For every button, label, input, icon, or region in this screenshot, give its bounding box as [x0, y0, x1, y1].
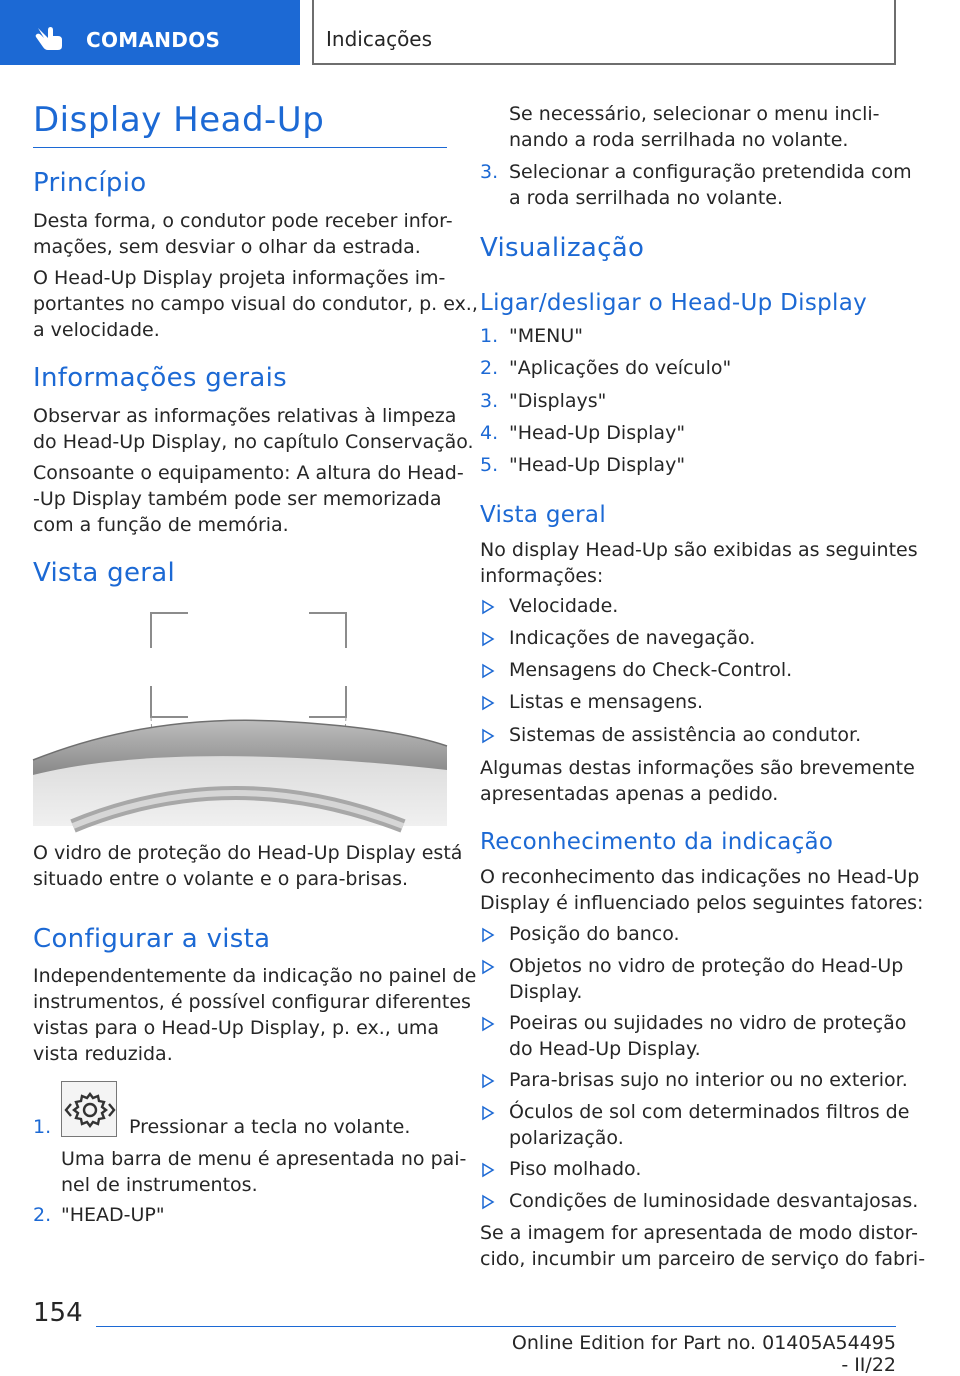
edition-text: Online Edition for Part no. 01405A54495 - II/22	[511, 1332, 896, 1376]
bullet-triangle-icon	[482, 632, 494, 646]
step-detail: Uma barra de menu é apresentada no pai- nel de instrumentos.	[61, 1148, 467, 1196]
list-item: Poeiras ou sujidades no vidro de proteção do Head-Up Display.	[509, 1012, 907, 1060]
step-text: Pressionar a tecla no volante.	[129, 1116, 411, 1138]
bullet-triangle-icon	[482, 1074, 494, 1088]
page-title: Display Head-Up	[33, 100, 325, 140]
step-text: "HEAD-UP"	[61, 1204, 165, 1226]
step-number: 3.	[480, 390, 499, 412]
paragraph: O reconhecimento das indicações no Head-Up Display é influenciado pelos seguintes fatores:	[480, 866, 924, 914]
step-continuation: Se necessário, selecionar o menu incli- nando a roda serrilhada no volante.	[509, 103, 880, 151]
heading-reconhecimento: Reconhecimento da indicação	[480, 829, 834, 855]
paragraph: Algumas destas informações são brevemente apresentadas apenas a pedido.	[480, 757, 915, 805]
list-item: Indicações de navegação.	[509, 627, 756, 649]
gear-button-icon	[61, 1081, 117, 1137]
bullet-triangle-icon	[482, 928, 494, 942]
list-item: Condições de luminosidade desvantajosas.	[509, 1190, 919, 1212]
heading-principio: Princípio	[33, 168, 147, 198]
bullet-triangle-icon	[482, 1017, 494, 1031]
bullet-triangle-icon	[482, 696, 494, 710]
paragraph: Independentemente da indicação no painel de instrumentos, é possível configurar diferentes vistas para o Head-Up Display, p. ex., uma vista reduzida.	[33, 965, 477, 1065]
heading-informacoes-gerais: Informações gerais	[33, 363, 287, 393]
paragraph: O Head-Up Display projeta informações im- portantes no campo visual do condutor, p. ex., a velocidade.	[33, 267, 478, 341]
list-item: Sistemas de assistência ao condutor.	[509, 724, 862, 746]
bullet-triangle-icon	[482, 664, 494, 678]
list-item: Objetos no vidro de proteção do Head-Up Display.	[509, 955, 904, 1003]
step-number: 1.	[480, 325, 499, 347]
paragraph: Desta forma, o condutor pode receber infor- mações, sem desviar o olhar da estrada.	[33, 210, 453, 258]
list-item: Velocidade.	[509, 595, 619, 617]
heading-visualizacao: Visualização	[480, 233, 645, 263]
subsection-label: Indicações	[326, 27, 433, 51]
bullet-triangle-icon	[482, 960, 494, 974]
heading-ligar-desligar: Ligar/desligar o Head-Up Display	[480, 290, 868, 316]
menu-path-item: "Head-Up Display"	[509, 454, 686, 476]
step-text: Selecionar a configuração pretendida com a roda serrilhada no volante.	[509, 161, 912, 209]
step-number: 2.	[480, 357, 499, 379]
bullet-triangle-icon	[482, 729, 494, 743]
step-number: 1.	[33, 1116, 52, 1138]
menu-path-item: "MENU"	[509, 325, 583, 347]
bullet-triangle-icon	[482, 600, 494, 614]
hand-pointer-icon	[34, 24, 66, 52]
step-number: 5.	[480, 454, 499, 476]
menu-path-item: "Displays"	[509, 390, 607, 412]
bullet-triangle-icon	[482, 1163, 494, 1177]
page-number: 154	[33, 1298, 83, 1328]
head-up-display-illustration	[33, 600, 447, 826]
section-tab	[0, 0, 300, 65]
menu-path-item: "Head-Up Display"	[509, 422, 686, 444]
list-item: Óculos de sol com determinados filtros de polarização.	[509, 1101, 910, 1149]
section-label: COMANDOS	[86, 28, 221, 52]
title-rule	[33, 147, 447, 148]
footer-rule	[96, 1326, 896, 1327]
subsection-header	[312, 0, 896, 65]
bullet-triangle-icon	[482, 1106, 494, 1120]
paragraph: Observar as informações relativas à limpeza do Head-Up Display, no capítulo Conservação.	[33, 405, 474, 453]
heading-vista-geral: Vista geral	[33, 558, 176, 588]
step-number: 4.	[480, 422, 499, 444]
menu-path-item: "Aplicações do veículo"	[509, 357, 732, 379]
heading-configurar-vista: Configurar a vista	[33, 924, 271, 954]
list-item: Mensagens do Check-Control.	[509, 659, 793, 681]
paragraph: Se a imagem for apresentada de modo distor- cido, incumbir um parceiro de serviço do fabri-	[480, 1222, 926, 1270]
list-item: Piso molhado.	[509, 1158, 642, 1180]
list-item: Listas e mensagens.	[509, 691, 704, 713]
heading-vista-geral-right: Vista geral	[480, 502, 607, 528]
figure-caption: O vidro de proteção do Head-Up Display está situado entre o volante e o para-brisas.	[33, 842, 463, 890]
step-number: 2.	[33, 1204, 52, 1226]
list-item: Posição do banco.	[509, 923, 680, 945]
paragraph: Consoante o equipamento: A altura do Head- -Up Display também pode ser memorizada com a função de memória.	[33, 462, 464, 536]
list-item: Para-brisas sujo no interior ou no exterior.	[509, 1069, 908, 1091]
bullet-triangle-icon	[482, 1195, 494, 1209]
paragraph: No display Head-Up são exibidas as seguintes informações:	[480, 539, 918, 587]
step-number: 3.	[480, 161, 499, 183]
